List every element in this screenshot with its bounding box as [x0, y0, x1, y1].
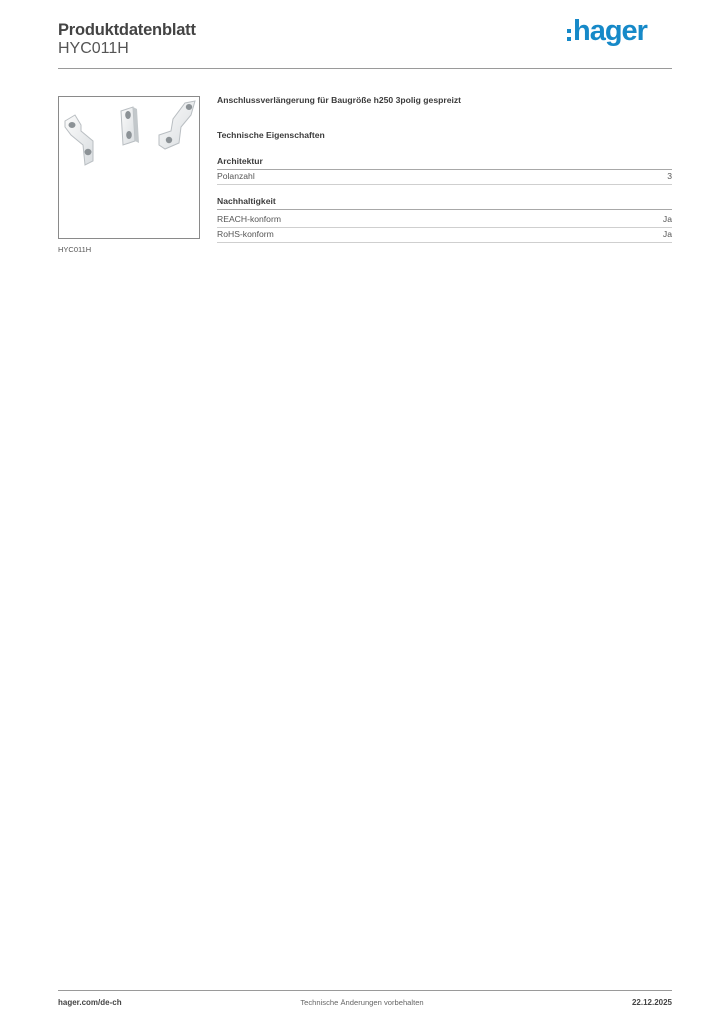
property-value: 3 — [667, 171, 672, 181]
group-title-nachhaltigkeit: Nachhaltigkeit — [217, 196, 672, 210]
property-label: REACH-konform — [217, 214, 281, 224]
footer-date: 22.12.2025 — [631, 998, 672, 1007]
document-title: Produktdatenblatt — [58, 21, 196, 39]
property-value: Ja — [662, 229, 672, 239]
header-divider — [58, 68, 672, 69]
property-value: Ja — [662, 214, 672, 224]
table-row — [217, 213, 672, 228]
property-label: RoHS-konform — [217, 229, 274, 239]
footer-website: hager.com/de-ch — [58, 998, 122, 1007]
property-label: Polanzahl — [217, 171, 255, 181]
section-heading: Technische Eigenschaften — [217, 130, 325, 140]
product-code: HYC011H — [58, 40, 129, 57]
logo-text: hager — [573, 15, 647, 47]
product-image — [58, 96, 200, 239]
group-title-architektur: Architektur — [217, 156, 672, 170]
table-row — [217, 228, 672, 243]
table-row — [217, 170, 672, 185]
logo-dots-icon — [567, 29, 571, 41]
footer-divider — [58, 990, 672, 991]
footer-notice: Technische Änderungen vorbehalten — [300, 998, 424, 1007]
hager-logo — [567, 14, 647, 48]
image-caption: HYC011H — [58, 245, 92, 254]
product-name: Anschlussverlängerung für Baugröße h250 3polig gespreizt — [217, 95, 462, 105]
connection-extension-parts-icon — [59, 97, 199, 238]
